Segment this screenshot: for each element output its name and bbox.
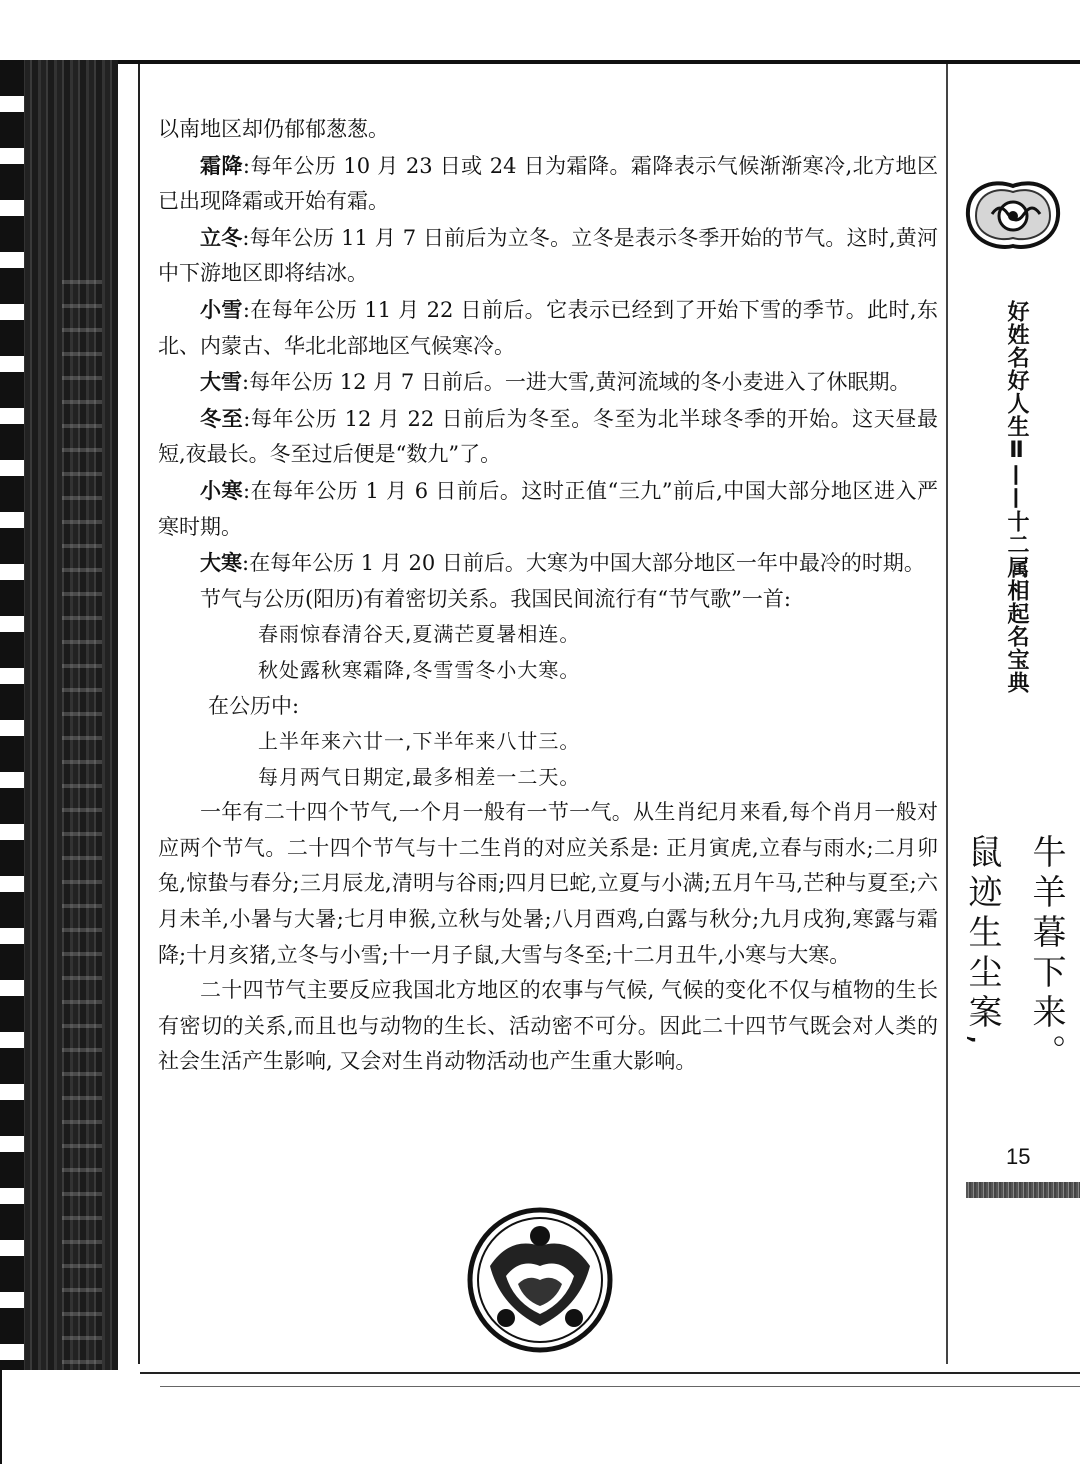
page-number-bar <box>966 1182 1080 1198</box>
paragraph-text: 二十四节气主要反应我国北方地区的农事与气候, 气候的变化不仅与植物的生长有密切的关系,而且也与动物的生长、活动密不可分。因此二十四节气既会对人类的社会生活产生影响, 又会对生肖动物活动也产生重大影响。 <box>158 978 938 1074</box>
paragraph <box>158 220 938 292</box>
body-text <box>158 112 938 1080</box>
zodiac-medallion-icon <box>466 1206 614 1354</box>
solar-term-heading: 大雪 <box>200 369 242 395</box>
paragraph <box>158 760 938 796</box>
paragraph <box>158 795 938 973</box>
poem-line-right: 牛羊暮下来。 <box>1026 834 1066 1074</box>
book-title-vertical: 好姓名好人生Ⅱ——十二属相起名宝典 <box>1004 300 1029 694</box>
paragraph-text: :在每年公历 1 月 6 日前后。这时正值“三九”前后,中国大部分地区进入严寒时期。 <box>158 478 938 539</box>
paragraph-text: :每年公历 12 月 7 日前后。一进大雪,黄河流域的冬小麦进入了休眠期。 <box>242 370 911 395</box>
paragraph-text: :每年公历 11 月 7 日前后为立冬。立冬是表示冬季开始的节气。这时,黄河中下游地区即将结冰。 <box>158 225 938 286</box>
paragraph-text: 上半年来六廿一,下半年来八廿三。 <box>258 729 581 754</box>
paragraph-text: :每年公历 12 月 22 日前后为冬至。冬至为北半球冬季的开始。这天昼最短,夜最长。冬至过后便是“数九”了。 <box>158 406 939 467</box>
paragraph-text: 节气与公历(阳历)有着密切关系。我国民间流行有“节气歌”一首: <box>200 586 791 611</box>
paragraph-text: 每月两气日期定,最多相差一二天。 <box>258 764 581 789</box>
paragraph <box>158 401 938 473</box>
solar-term-heading: 大寒 <box>200 550 242 576</box>
frame-bottom-rule <box>140 1372 1080 1374</box>
paragraph <box>158 473 938 545</box>
paragraph-text: :在每年公历 11 月 22 日前后。它表示已经到了开始下雪的季节。此时,东北、内蒙古、华北北部地区气候寒冷。 <box>158 297 938 358</box>
paragraph <box>158 364 938 401</box>
frame-top-rule <box>118 60 1080 64</box>
paragraph <box>158 689 938 725</box>
poem-line-left: 鼠迹生尘案, <box>962 834 1002 1051</box>
frame-left-rule <box>138 64 140 1364</box>
paragraph-text: 在公历中: <box>208 693 300 718</box>
paragraph-text: 秋处露秋寒霜降,冬雪雪冬小大寒。 <box>258 657 581 682</box>
paragraph <box>158 112 938 148</box>
paragraph-text: :在每年公历 1 月 20 日前后。大寒为中国大部分地区一年中最冷的时期。 <box>242 551 925 576</box>
paragraph-text: 一年有二十四个节气,一个月一般有一节一气。从生肖纪月来看,每个肖月一般对应两个节气。二十四个节气与十二生肖的对应关系是: 正月寅虎,立春与雨水;二月卯兔,惊蛰与春分;三月辰龙,清明与谷雨;四月巳蛇,立夏与小满;五月午马,芒种与夏至;六月未羊,小暑与大暑;七月申猴,立秋与处暑;八月酉鸡,白露与秋分;九月戌狗,寒露与霜降;十月亥猪,立冬与小雪;十一月子鼠,大雪与冬至;十二月丑牛,小寒与大寒。 <box>158 800 938 967</box>
frame-bottom-rule-thin <box>160 1386 1080 1387</box>
paragraph <box>158 292 938 364</box>
paragraph <box>158 653 938 689</box>
solar-term-heading: 冬至 <box>200 405 244 431</box>
paragraph <box>158 973 938 1080</box>
film-calligraphy-texture <box>62 260 102 1380</box>
solar-term-heading: 立冬 <box>200 224 243 250</box>
film-strip-decoration <box>0 60 118 1370</box>
paragraph <box>158 582 938 618</box>
paragraph <box>158 545 938 582</box>
solar-term-heading: 小雪 <box>200 296 243 322</box>
solar-term-heading: 小寒 <box>200 477 244 503</box>
page-number: 15 <box>1006 1144 1031 1169</box>
paragraph-text: 春雨惊春清谷天,夏满芒夏暑相连。 <box>258 622 581 647</box>
ornament-seal-icon <box>962 180 1064 254</box>
paragraph <box>158 148 938 220</box>
paragraph <box>158 724 938 760</box>
paragraph-text: 以南地区却仍郁郁葱葱。 <box>158 117 389 141</box>
solar-term-heading: 霜降 <box>200 152 243 178</box>
frame-right-rule <box>946 64 948 1364</box>
paragraph-text: :每年公历 10 月 23 日或 24 日为霜降。霜降表示气候渐渐寒冷,北方地区已出现降霜或开始有霜。 <box>158 153 939 214</box>
paragraph <box>158 617 938 653</box>
